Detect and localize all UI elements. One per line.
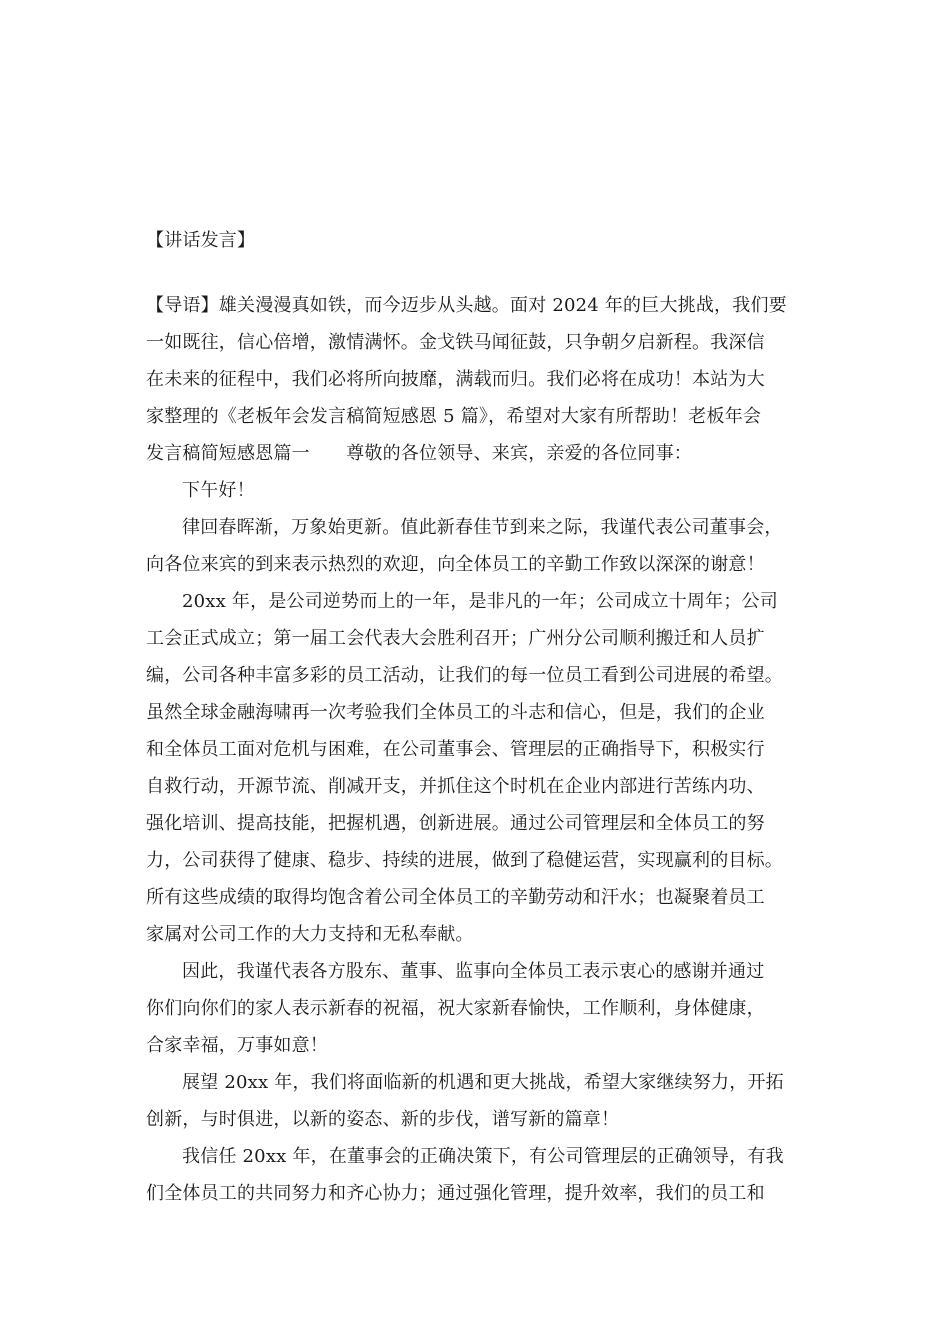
paragraph-line: 编，公司各种丰富多彩的员工活动，让我们的每一位员工看到公司进展的希望。 <box>146 665 783 686</box>
intro-line-2: 一如既往，信心倍增，激情满怀。金戈铁马闻征鼓，只争朝夕启新程。我深信 <box>146 332 765 353</box>
paragraph-line: 因此，我谨代表各方股东、董事、监事向全体员工表示衷心的感谢并通过 <box>182 961 765 982</box>
paragraph-line: 自救行动，开源节流、削减开支，并抓住这个时机在企业内部进行苦练内功、 <box>146 776 765 797</box>
paragraph-line: 我信任 20xx 年，在董事会的正确决策下，有公司管理层的正确领导，有我 <box>182 1146 784 1167</box>
paragraph-line: 家属对公司工作的大力支持和无私奉献。 <box>146 924 474 945</box>
section-heading: 【讲话发言】 <box>146 230 256 251</box>
paragraph-line: 强化培训、提高技能，把握机遇，创新进展。通过公司管理层和全体员工的努 <box>146 813 765 834</box>
paragraph-line: 你们向你们的家人表示新春的祝福，祝大家新春愉快，工作顺利，身体健康， <box>146 998 765 1019</box>
paragraph-line: 所有这些成绩的取得均饱含着公司全体员工的辛勤劳动和汗水；也凝聚着员工 <box>146 887 765 908</box>
paragraph-line: 和全体员工面对危机与困难，在公司董事会、管理层的正确指导下，积极实行 <box>146 739 765 760</box>
paragraph-line: 律回春晖渐，万象始更新。值此新春佳节到来之际，我谨代表公司董事会， <box>182 517 783 538</box>
paragraph-line: 创新，与时俱进，以新的姿态、新的步伐，谱写新的篇章！ <box>146 1109 620 1130</box>
paragraph-line: 20xx 年，是公司逆势而上的一年，是非凡的一年；公司成立十周年；公司 <box>182 591 778 612</box>
paragraph-line: 力，公司获得了健康、稳步、持续的进展，做到了稳健运营，实现赢利的目标。 <box>146 850 783 871</box>
greeting-line: 下午好！ <box>182 480 255 501</box>
intro-line-5: 发言稿简短感恩篇一 尊敬的各位领导、来宾，亲爱的各位同事： <box>146 443 692 464</box>
paragraph-line: 工会正式成立；第一届工会代表大会胜利召开；广州分公司顺利搬迁和人员扩 <box>146 628 765 649</box>
intro-line-1: 【导语】雄关漫漫真如铁，而今迈步从头越。面对 2024 年的巨大挑战，我们要 <box>146 295 787 316</box>
paragraph-line: 们全体员工的共同努力和齐心协力；通过强化管理，提升效率，我们的员工和 <box>146 1183 765 1204</box>
paragraph-line: 合家幸福，万事如意！ <box>146 1035 328 1056</box>
paragraph-line: 展望 20xx 年，我们将面临新的机遇和更大挑战，希望大家继续努力，开拓 <box>182 1072 784 1093</box>
intro-line-3: 在未来的征程中，我们必将所向披靡，满载而归。我们必将在成功！本站为大 <box>146 369 765 390</box>
paragraph-line: 虽然全球金融海啸再一次考验我们全体员工的斗志和信心，但是，我们的企业 <box>146 702 765 723</box>
intro-line-4: 家整理的《老板年会发言稿简短感恩 5 篇》，希望对大家有所帮助！老板年会 <box>146 406 762 427</box>
paragraph-line: 向各位来宾的到来表示热烈的欢迎，向全体员工的辛勤工作致以深深的谢意！ <box>146 554 765 575</box>
